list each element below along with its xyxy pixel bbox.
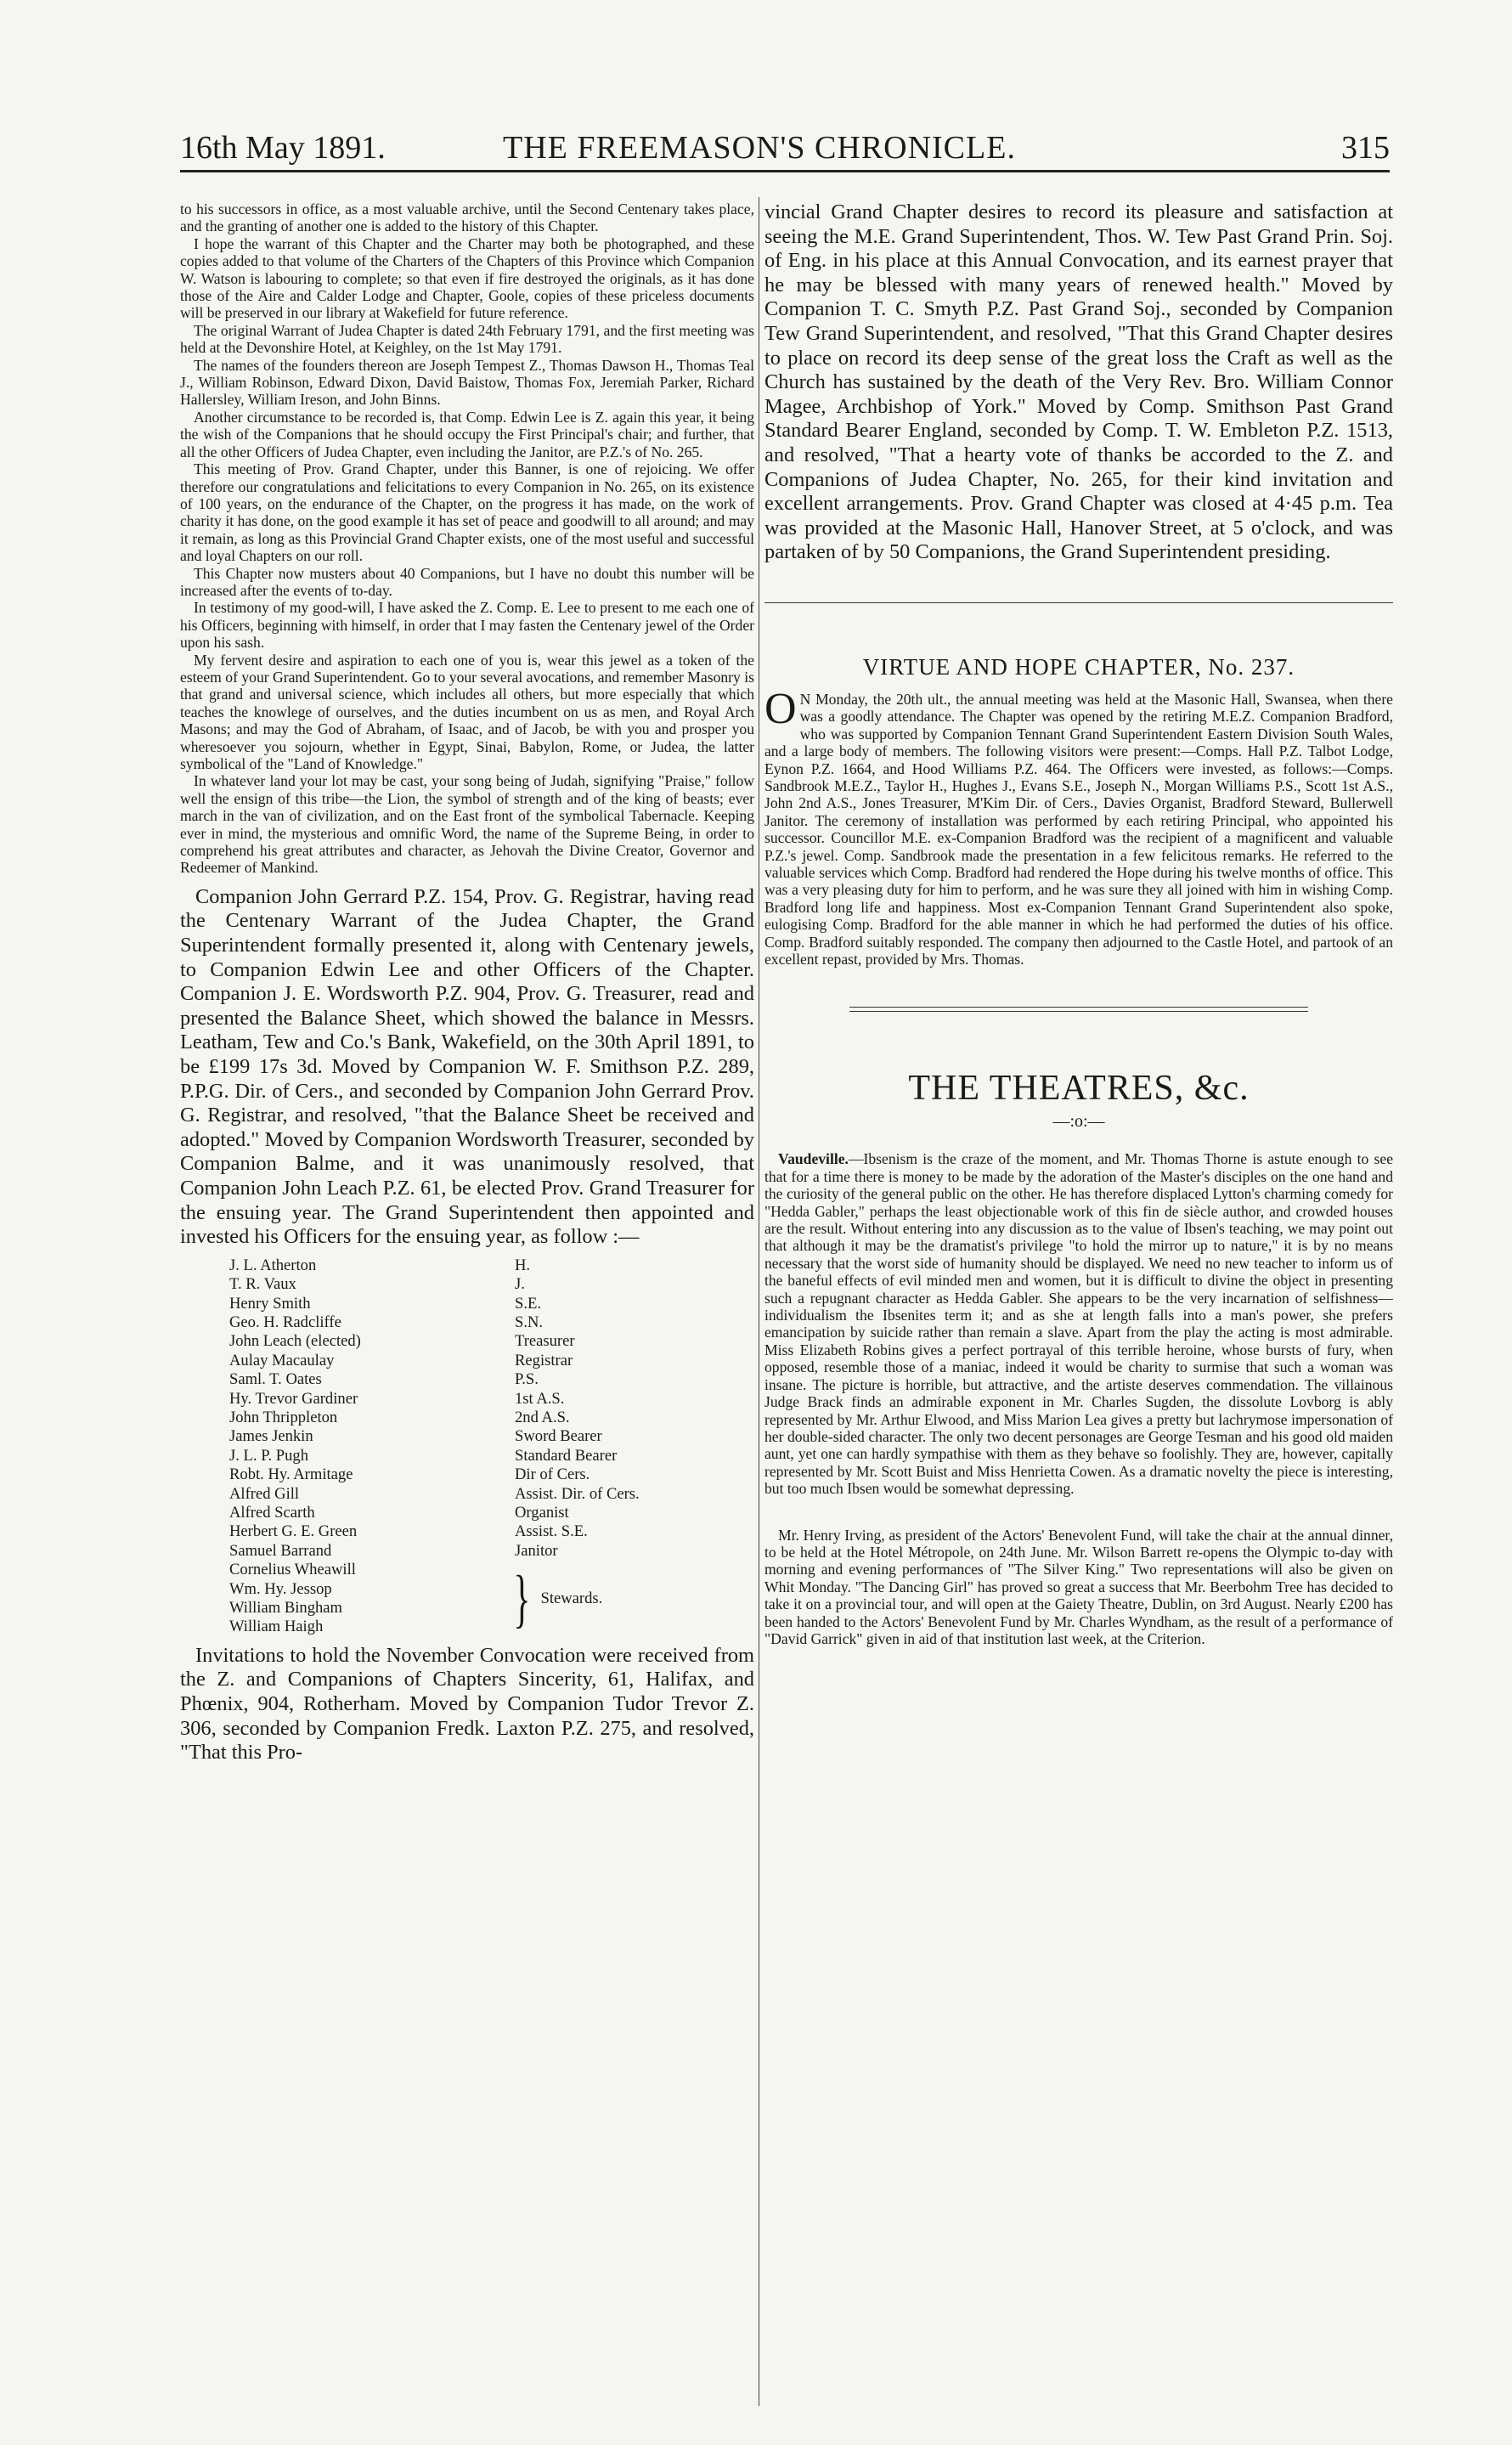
double-rule <box>849 1007 1308 1012</box>
officer-office: S.E. <box>515 1294 541 1313</box>
officer-name: J. L. Atherton <box>229 1256 317 1274</box>
officer-name: Alfred Gill <box>229 1484 300 1503</box>
address-paragraph: This Chapter now musters about 40 Companions, but I have no doubt this number will be increased after the events of to-day. <box>180 564 754 599</box>
section-rule <box>764 602 1393 603</box>
steward-name: William Haigh <box>229 1618 324 1636</box>
officer-row <box>229 1390 754 1409</box>
officer-row <box>229 1465 754 1484</box>
officer-name: Samuel Barrand <box>229 1541 332 1560</box>
officer-office: Sword Bearer <box>515 1427 602 1446</box>
officer-row <box>229 1313 754 1332</box>
officer-row <box>229 1370 754 1389</box>
officer-row <box>229 1522 754 1541</box>
officer-name: Herbert G. E. Green <box>229 1522 358 1541</box>
right-column <box>764 200 1393 2401</box>
steward-name: Wm. Hy. Jessop <box>229 1579 332 1598</box>
virtue-hope-report <box>764 684 1393 968</box>
officer-name: Saml. T. Oates <box>229 1370 322 1389</box>
officer-name: T. R. Vaux <box>229 1275 296 1294</box>
officer-office: Registrar <box>515 1351 573 1369</box>
vaudeville-label: Vaudeville. <box>778 1150 849 1168</box>
officer-office: Janitor <box>515 1541 558 1560</box>
address-paragraph: This meeting of Prov. Grand Chapter, under this Banner, is one of rejoicing. We offer therefore our congratulations and felicitations to every Companion in No. 265, on its existence of 100 years, on the endurance of the Chapter, on the progress it has made, on the work of charity it has done, on the good example it has set of peace and goodwill to all around; and may it remain, as long as this Provincial Grand Chapter exists, one of the most useful and successful and loyal Chapters on our roll. <box>180 460 754 565</box>
officer-office: Standard Bearer <box>515 1446 618 1465</box>
steward-name: Cornelius Wheawill <box>229 1561 356 1579</box>
vaudeville-text: —Ibsenism is the craze of the moment, and Mr. Thomas Thorne is astute enough to see that for a time there is money to be made by the adoration of the Master's disciples on the one hand and the curiosity of the general public on the other. He has therefore displaced Lytton's charming comedy for "Hedda Gabler," perhaps the least objectionable work of this fin de siècle author, and crowded houses are the result. Without entering into any discussion as to the value of Ibsen's teaching, we may point out that although it may be the dramatist's privilege "to hold the mirror up to nature," it is by no means necessary that the worst side of humanity should be displayed. We need no new teacher to inform us of the baneful effects of evil minded men and women, but it is difficult to divine the object in presenting such a repugnant character as Hedda Gabler. She appears to be the very incarnation of selfishness—individualism the Ibsenites term it; and as she at length falls into a man's power, she prefers emancipation by suicide rather than remain a slave. Apart from the play the acting is most admirable. Miss Elizabeth Robins gives a perfect portrayal of this terrible heroine, whose bursts of fury, when opposed, resemble those of a maniac, indeed it would be charity to surmise that such a woman was insane. The picture is horrible, but attractive, and the artiste deserves commendation. The villainous Judge Brack finds an admirable exponent in Mr. Charles Sugden, the dissolute Lovborg is ably represented by Mr. Arthur Elwood, and Miss Marion Lea gives a pretty but lachrymose impersonation of her double-sided character. The only two decent personages are George Tesman and his good old maiden aunt, yet one can hardly sympathise with them as they behave so foolishly. They are, however, capitally represented by Mr. Scott Buist and Miss Henrietta Cowen. As a dramatic novelty the piece is interesting, but too much Ibsen would be somewhat depressing. <box>764 1150 1393 1498</box>
officer-row <box>229 1275 754 1294</box>
officer-office: Assist. S.E. <box>515 1522 588 1541</box>
officer-name: Hy. Trevor Gardiner <box>229 1389 358 1408</box>
officer-office: P.S. <box>515 1370 539 1389</box>
stewards-group <box>229 1561 754 1637</box>
officer-row <box>229 1409 754 1427</box>
drop-cap: O <box>764 684 797 733</box>
officer-name: Alfred Scarth <box>229 1504 315 1522</box>
officer-office: 1st A.S. <box>515 1389 565 1408</box>
officer-name: Henry Smith <box>229 1294 311 1313</box>
steward-name: William Bingham <box>229 1599 343 1618</box>
officer-office: J. <box>515 1275 525 1294</box>
provincial-chapter-address <box>180 200 754 877</box>
officer-row <box>229 1295 754 1313</box>
address-paragraph: Another circumstance to be recorded is, that Comp. Edwin Lee is Z. again this year, it being the wish of the Companions that he should occupy the First Principal's chair; and further, that all the other Officers of Judea Chapter, even including the Janitor, are P.Z.'s of No. 265. <box>180 408 754 460</box>
officer-office: Assist. Dir. of Cers. <box>515 1484 640 1503</box>
brace: } <box>513 1563 531 1635</box>
officer-row <box>229 1427 754 1446</box>
officer-office: H. <box>515 1256 531 1274</box>
address-paragraph: In whatever land your lot may be cast, your song being of Judah, signifying "Praise," follow well the ensign of this tribe—the Lion, the symbol of strength and of the king of beasts; ever march in the van of civilization, and on the East front of the symbolical Tabernacle. Keeping ever in mind, the mysterious and omnific Word, the name of the Supreme Being, in order to comprehend his great attributes and character, as Jehovah the Divine Creator, Governor and Redeemer of Mankind. <box>180 772 754 877</box>
officer-office: Dir of Cers. <box>515 1465 590 1484</box>
officer-office: 2nd A.S. <box>515 1409 570 1426</box>
officer-row <box>229 1485 754 1504</box>
officer-office: S.N. <box>515 1313 544 1331</box>
officer-row <box>229 1447 754 1465</box>
irving-paragraph: Mr. Henry Irving, as president of the Actors' Benevolent Fund, will take the chair at the annual dinner, to be held at the Hotel Métropole, on 24th June. Mr. Wilson Barrett re-opens the Olympic to-day with morning and evening performances of "The Silver King." Two representations will also be given on Whit Monday. "The Dancing Girl" has proved so great a success that Mr. Beerbohm Tree has decided to take it on a provincial tour, and will open at the Gaiety Theatre, Dublin, on 3rd August. Nearly £200 has been handed to the Actors' Benevolent Fund by Mr. Charles Wyndham, as the result of a performance of "David Garrick" given in aid of that institution last week, at the Criterion. <box>764 1526 1393 1647</box>
officer-office: Organist <box>515 1504 569 1522</box>
officer-name: Aulay Macaulay <box>229 1351 335 1369</box>
officer-office: Treasurer <box>515 1332 575 1351</box>
virtue-hope-heading: VIRTUE AND HOPE CHAPTER, No. 237. <box>862 653 1295 680</box>
officer-row <box>229 1332 754 1351</box>
officer-row <box>229 1352 754 1370</box>
officer-name: John Thrippleton <box>229 1409 338 1426</box>
header-rule <box>180 170 1390 172</box>
left-column <box>180 200 754 2401</box>
page-number: 315 <box>1341 130 1390 166</box>
officer-name: James Jenkin <box>229 1427 313 1446</box>
officer-row <box>229 1256 754 1275</box>
officer-row <box>229 1542 754 1561</box>
officer-row <box>229 1504 754 1522</box>
convocation-continuation: vincial Grand Chapter desires to record its pleasure and satisfaction at seeing the M.E. Grand Superintendent, Thos. W. Tew Past Grand Prin. Soj. of Eng. in his place at this Annual Convocation, and its earnest prayer that he may be blessed with many years of renewed health." Moved by Companion T. C. Smyth P.Z. Past Grand Soj., seconded by Companion Tew Grand Superintendent, and resolved, "That this Grand Chapter desires to place on record its deep sense of the great loss the Craft as well as the Church has sustained by the death of the Very Rev. Bro. William Connor Magee, Archbishop of York." Moved by Comp. Smithson Past Grand Standard Bearer England, seconded by Comp. T. W. Embleton P.Z. 1513, and resolved, "That a hearty vote of thanks be accorded to the Z. and Companions of Judea Chapter, No. 265, for their kind invitation and excellent arrangements. Prov. Grand Chapter was closed at 4·45 p.m. Tea was provided at the Masonic Hall, Hanover Street, at 5 o'clock, and was partaken of by 50 Companions, the Grand Superintendent presiding. <box>764 200 1393 564</box>
address-paragraph: My fervent desire and aspiration to each one of you is, wear this jewel as a token of the esteem of your Grand Superintendent. Go to your several avocations, and remember Masonry is that grand and universal science, which includes all others, but more especially that which teaches the knowlege of ourselves, and the duties incumbent on us as men, and Royal Arch Masons; and may the God of Abraham, of Isaac, and of Jacob, be with you and prosper you wheresoever you sojourn, whether in Egypt, Sinai, Babylon, Rome, or Judea, the latter symbolical of the "Land of Knowledge." <box>180 651 754 772</box>
address-paragraph: I hope the warrant of this Chapter and the Charter may both be photographed, and these copies added to that volume of the Charters of the Chapters of this Province which Companion W. Watson is labouring to complete; so that even if fire destroyed the originals, as it has done those of the Aire and Calder Lodge and Chapter, Goole, copies of these priceless documents will be preserved in our library at Wakefield for future reference. <box>180 234 754 322</box>
officer-name: Robt. Hy. Armitage <box>229 1465 353 1484</box>
stewards-office: Stewards. <box>540 1589 603 1607</box>
address-paragraph: The names of the founders thereon are Joseph Tempest Z., Thomas Dawson H., Thomas Teal J., William Robinson, Edward Dixon, David Baistow, Thomas Fox, Jeremiah Parker, Richard Hallersley, William Ireson, and John Binns. <box>180 356 754 409</box>
ornament: —:o:— <box>1052 1112 1105 1132</box>
officer-name: John Leach (elected) <box>229 1332 361 1351</box>
issue-date: 16th May 1891. <box>180 130 386 166</box>
address-paragraph: to his successors in office, as a most valuable archive, until the Second Centenary takes place, and the granting of another one is added to the history of this Chapter. <box>180 200 754 235</box>
address-paragraph: In testimony of my good-will, I have asked the Z. Comp. E. Lee to present to me each one of his Officers, beginning with himself, in order that I may fasten the Centenary jewel of the Order upon his sash. <box>180 599 754 652</box>
virtue-hope-text: N Monday, the 20th ult., the annual meeting was held at the Masonic Hall, Swansea, when there was a goodly attendance. The Chapter was opened by the retiring M.E.Z. Companion Bradford, who was supported by Companion Tennant Grand Superintendent Eastern Division South Wales, and a large body of members. The following visitors were present:—Comps. Hall P.Z. Talbot Lodge, Eynon P.Z. 1664, and Hood Williams P.Z. 464. The Officers were invested, as follows:—Comps. Sandbrook M.E.Z., Taylor H., Hughes J., Evans S.E., Joseph N., Morgan Williams P.S., Scott 1st A.S., John 2nd A.S., Jones Treasurer, M'Kim Dir. of Cers., Davies Organist, Bradford Steward, Bullerwell Janitor. The ceremony of installation was performed by each retiring Principal, who appointed his successor. Councillor M.E. ex-Companion Bradford was the recipient of a magnificent and valuable P.Z.'s jewel. Comp. Sandbrook made the presentation in a few felicitous remarks. He referred to the valuable services which Comp. Bradford had rendered the Hope during his twelve months of office. This was a very pleasing duty for him to perform, and he was sure they all joined with him in wishing Comp. Bradford long life and happiness. Most ex-Companion Tennant Grand Superintendent also spoke, eulogising Comp. Bradford for the able manner in which he had performed the duties of his office. Comp. Bradford suitably responded. The company then adjourned to the Castle Hotel, and partook of an excellent repast, provided by Mrs. Thomas. <box>764 690 1393 968</box>
officer-name: J. L. P. Pugh <box>229 1446 308 1465</box>
vaudeville-review <box>764 1150 1393 1497</box>
publication-title: THE FREEMASON'S CHRONICLE. <box>503 130 1016 166</box>
address-paragraph: The original Warrant of Judea Chapter is dated 24th February 1791, and the first meeting was held at the Devonshire Hotel, at Keighley, on the 1st May 1791. <box>180 321 754 357</box>
running-header <box>180 129 1390 167</box>
officers-list <box>229 1256 754 1637</box>
registrar-paragraph: Companion John Gerrard P.Z. 154, Prov. G. Registrar, having read the Centenary Warrant of the Judea Chapter, the Grand Superintendent formally presented it, along with Centenary jewels, to Companion Edwin Lee and other Officers of the Chapter. Companion J. E. Wordsworth P.Z. 904, Prov. G. Treasurer, read and presented the Balance Sheet, which showed the balance in Messrs. Leatham, Tew and Co.'s Bank, Wakefield, on the 30th April 1891, to be £199 17s 3d. Moved by Companion W. F. Smithson P.Z. 289, P.P.G. Dir. of Cers., and seconded by Companion John Gerrard Prov. G. Registrar, and resolved, "that the Balance Sheet be received and adopted." Moved by Companion Wordsworth Treasurer, seconded by Companion Balme, and it was unanimously resolved, that Companion John Leach P.Z. 61, be elected Prov. Grand Treasurer for the ensuing year. The Grand Superintendent then appointed and invested his Officers for the ensuing year, as follow :— <box>180 884 754 1249</box>
invitations-paragraph: Invitations to hold the November Convocation were received from the Z. and Companions of Chapters Sincerity, 61, Halifax, and Phœnix, 904, Rotherham. Moved by Companion Tudor Trevor Z. 306, seconded by Companion Fredk. Laxton P.Z. 275, and resolved, "That this Pro- <box>180 1643 754 1765</box>
officer-name: Geo. H. Radcliffe <box>229 1313 341 1331</box>
theatres-heading: THE THEATRES, &c. <box>908 1069 1250 1109</box>
